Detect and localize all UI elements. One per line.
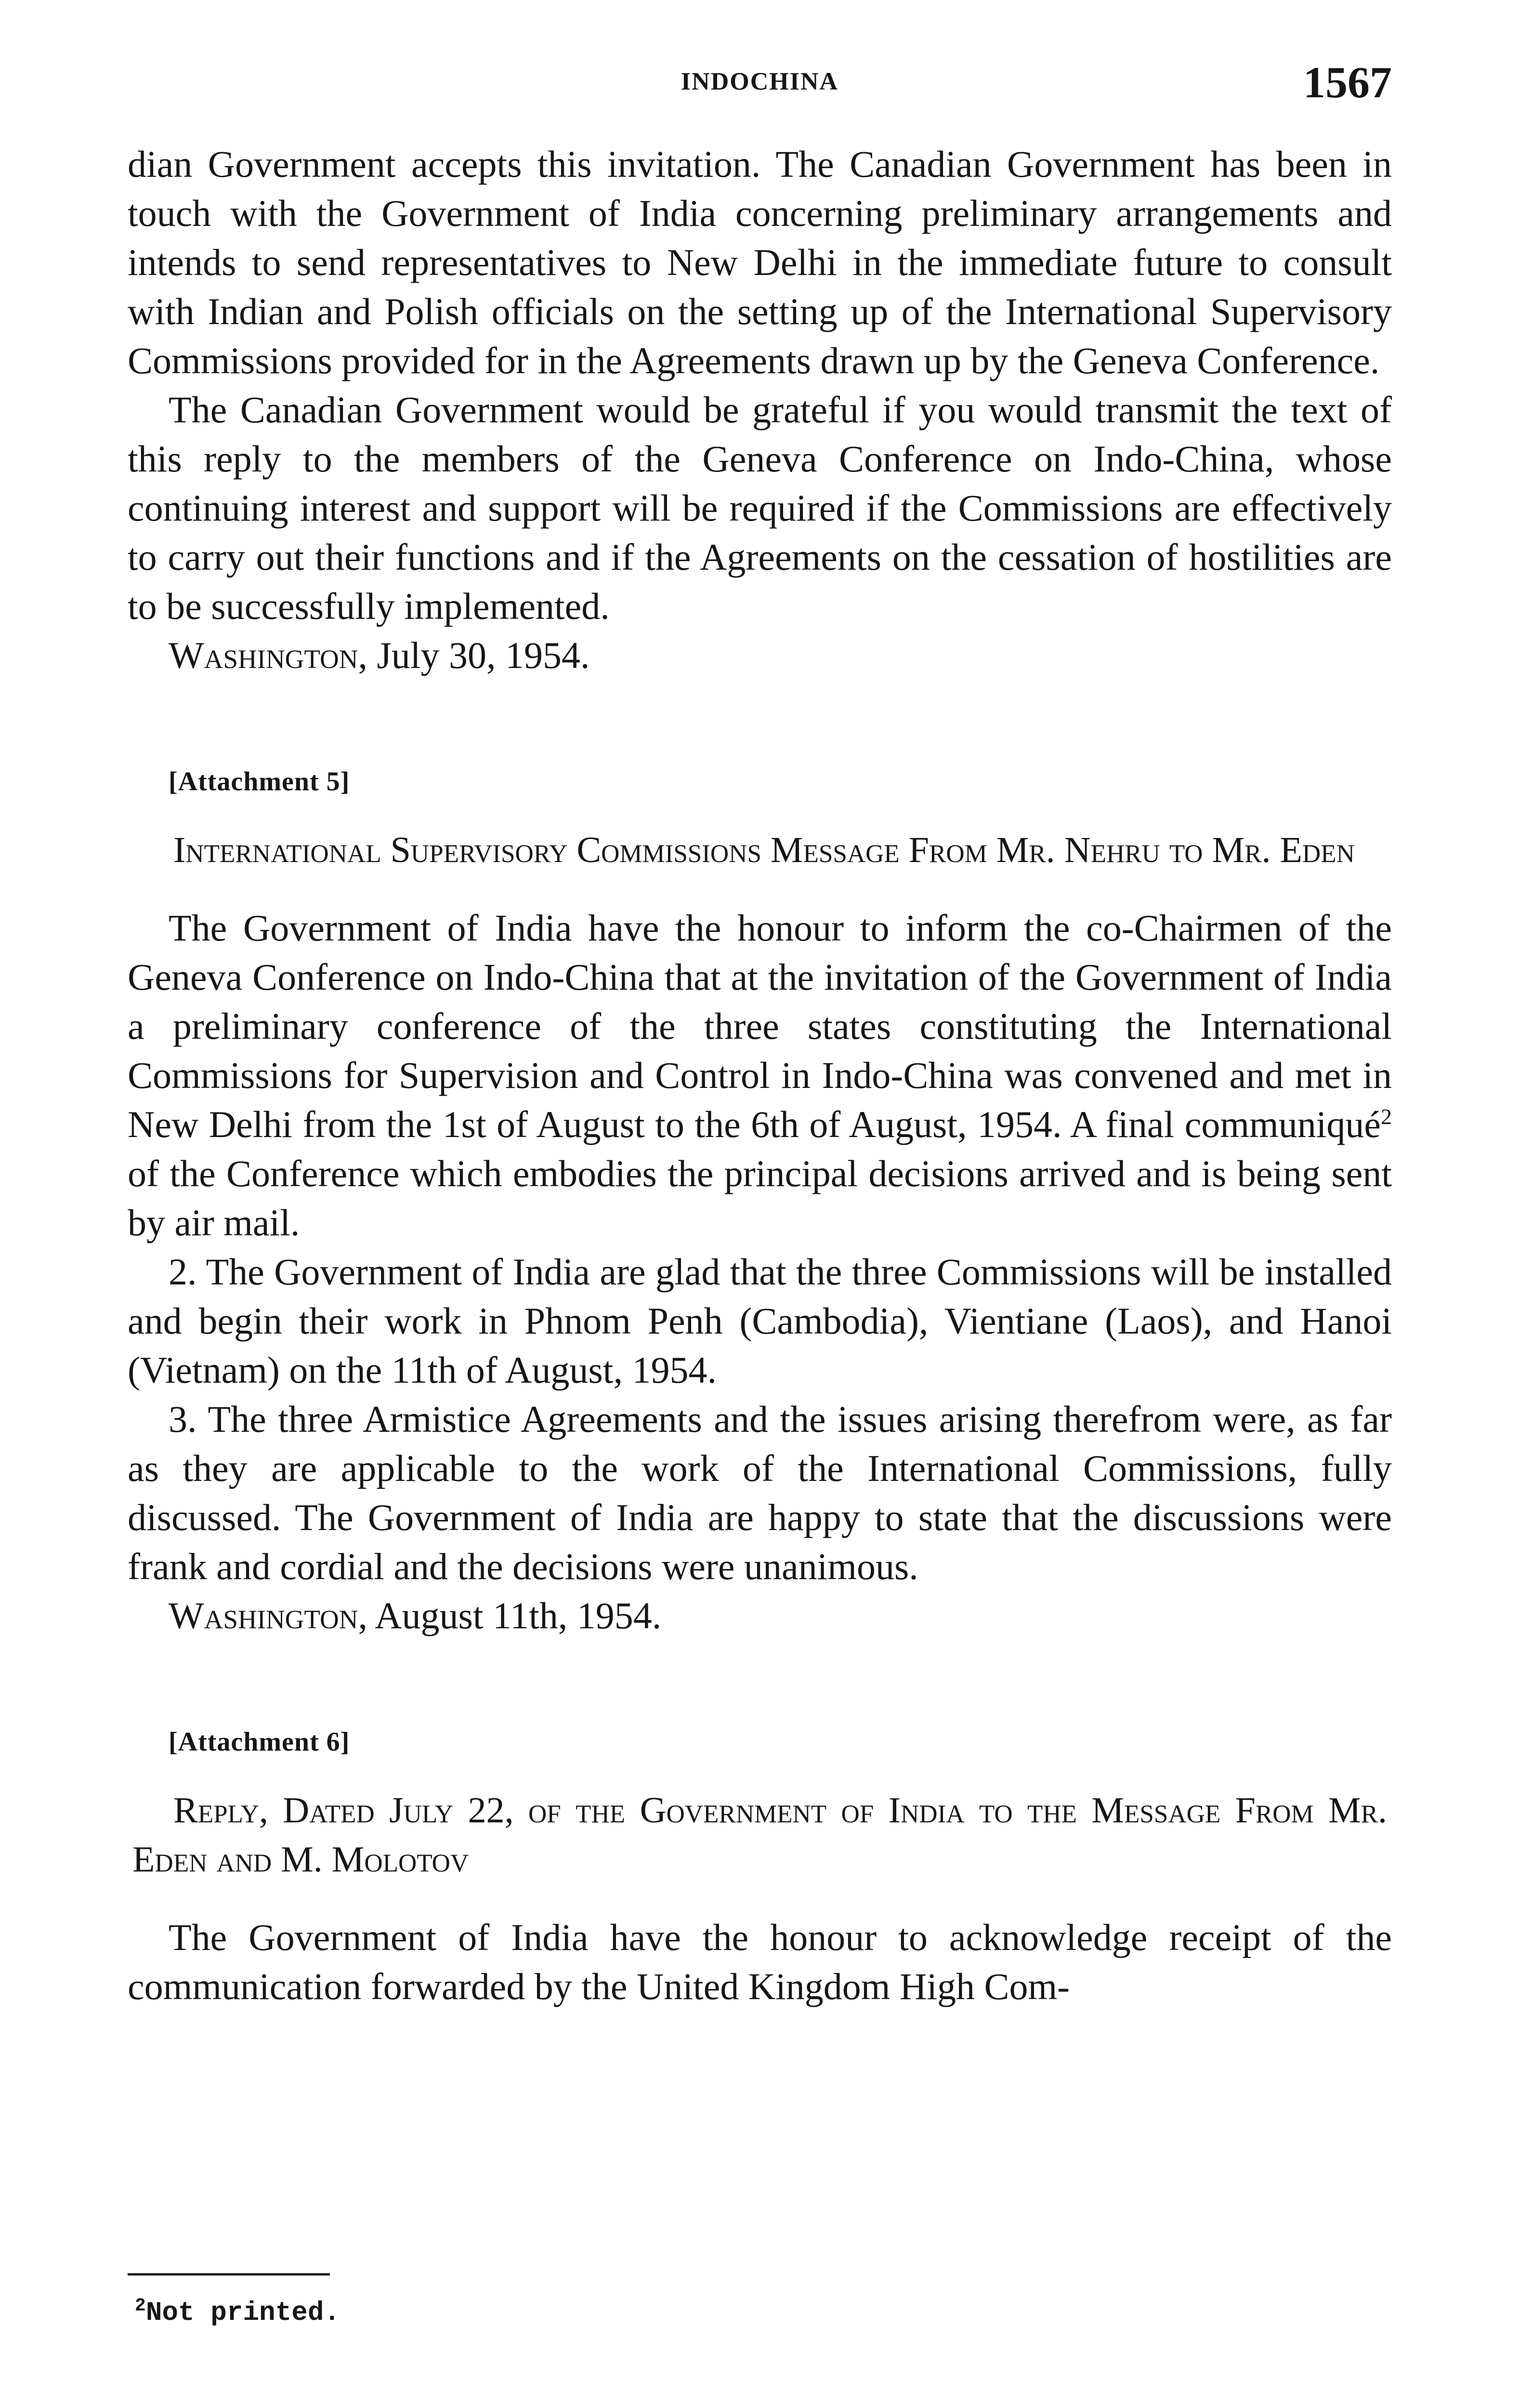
attachment-6-title: Reply, Dated July 22, of the Government of India to the Message From Mr. Eden and M. Molotov	[132, 1790, 1387, 1880]
intro-paragraph-2: The Canadian Government would be grateful if you would transmit the text of this reply to the members of the Geneva Conference on Indo-China, whose continuing interest and support will be required if the Commissions are effectively to carry out their functions and if the Agreements on the cessation of hostilities are to be successfully implemented.	[128, 389, 1392, 627]
dateline-city: Washington,	[169, 1595, 367, 1636]
label-gap	[128, 1767, 1392, 1786]
attachment-5-label: [Attachment 5]	[169, 767, 350, 797]
title-gap	[128, 875, 1392, 903]
dateline-city: Washington,	[169, 634, 367, 676]
attachment-6-paragraph-1: The Government of India have the honour to acknowledge receipt of the communication forwarded by the United Kingdom High Com-	[128, 1916, 1392, 2007]
footnote-rule	[128, 2273, 330, 2276]
attachment-5-dateline	[128, 1591, 1392, 1640]
section-gap	[128, 680, 1392, 757]
footnote-ref: 2	[1381, 1104, 1392, 1129]
title-gap	[128, 1884, 1392, 1913]
section-gap	[128, 1640, 1392, 1717]
paragraph-text: of the Conference which embodies the principal decisions arrived and is being sent by air mail.	[128, 1152, 1392, 1243]
running-title: INDOCHINA	[681, 68, 839, 95]
label-gap	[128, 806, 1392, 825]
footnote-text: Not printed.	[145, 2297, 340, 2328]
page-number: 1567	[1303, 58, 1392, 107]
dateline-date: August 11th, 1954.	[375, 1595, 662, 1636]
intro-dateline	[128, 631, 1392, 680]
intro-paragraph-1: dian Government accepts this invitation. The Canadian Government has been in touch with the Government of India concerning preliminary arrangements and intends to send representatives to New Delhi in the immediate future to consult with Indian and Polish officials on the setting up of the International Supervisory Commissions provided for in the Agreements drawn up by the Geneva Conference.	[128, 143, 1392, 381]
dateline-date: July 30, 1954.	[377, 634, 590, 676]
body-text	[128, 140, 1392, 2011]
footnote	[135, 2297, 340, 2328]
attachment-6-label: [Attachment 6]	[169, 1727, 350, 1757]
running-header	[128, 57, 1392, 110]
paragraph-text: The Government of India have the honour to inform the co-Chairmen of the Geneva Conference on Indo-China that at the invitation of the Government of India a preliminary conference of the three states constituting the International Commissions for Supervision and Control in Indo-China was convened and met in New Delhi from the 1st of August to the 6th of August, 1954. A final communiqué	[128, 907, 1392, 1145]
attachment-5-paragraph-2: 2. The Government of India are glad that the three Commissions will be installed and begin their work in Phnom Penh (Cambodia), Vientiane (Laos), and Hanoi (Vietnam) on the 11th of August, 1954.	[128, 1251, 1392, 1391]
footnote-mark: 2	[135, 2295, 146, 2316]
attachment-5-paragraph-1	[128, 903, 1392, 1247]
attachment-5-title: International Supervisory Commissions Message From Mr. Nehru to Mr. Eden	[173, 830, 1355, 870]
attachment-5-paragraph-3: 3. The three Armistice Agreements and the issues arising therefrom were, as far as they are applicable to the work of the International Commissions, fully discussed. The Government of India are happy to state that the discussions were frank and cordial and the decisions were unanimous.	[128, 1398, 1392, 1587]
